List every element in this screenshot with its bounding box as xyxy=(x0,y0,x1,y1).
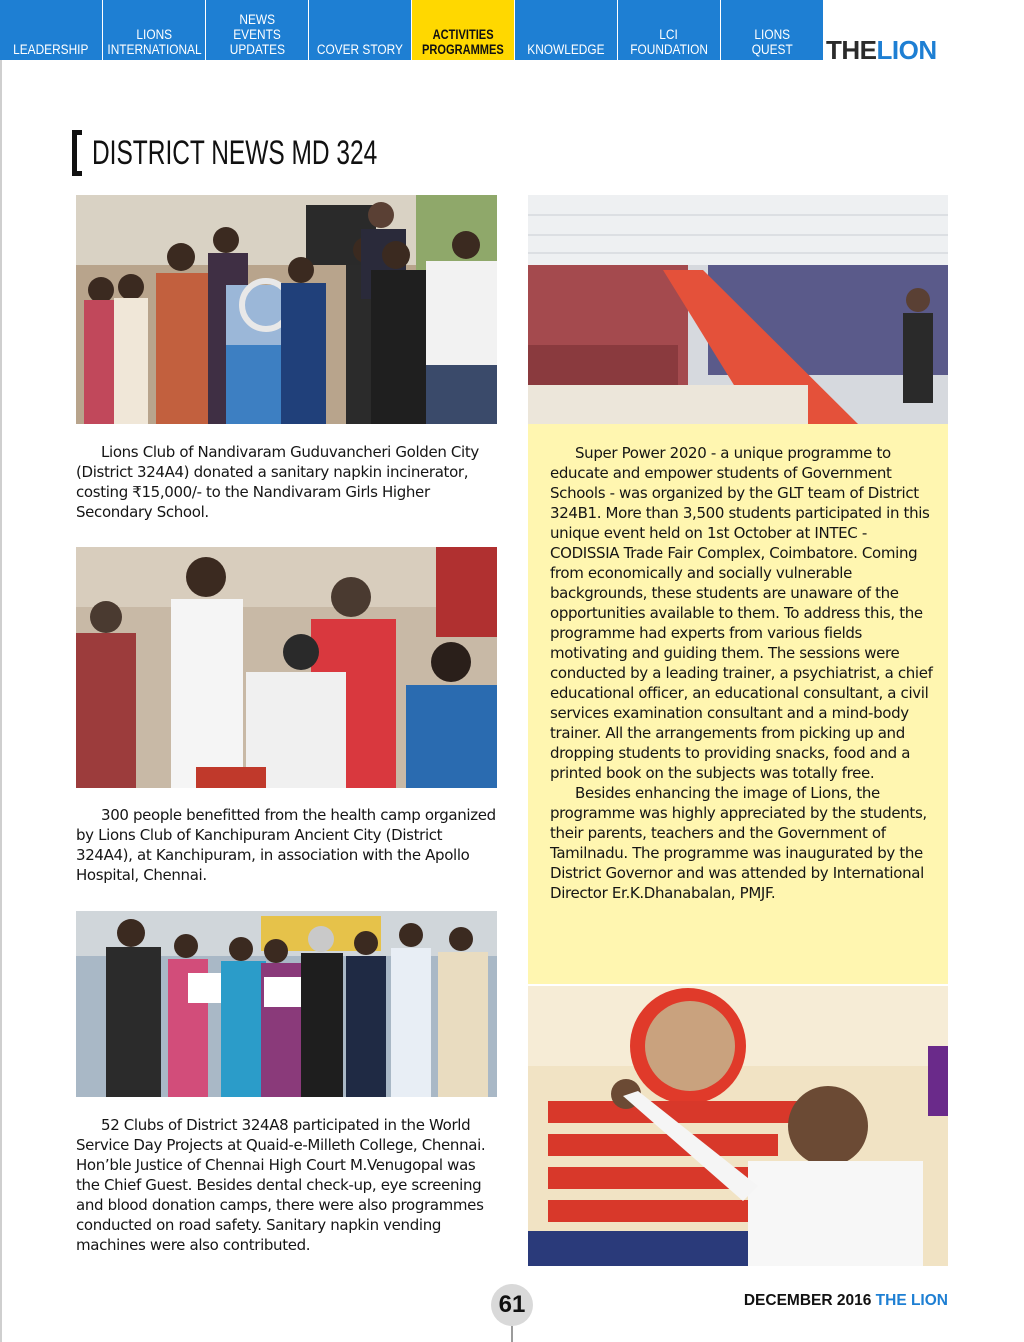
page-number-stem xyxy=(511,1326,513,1342)
article-text: 52 Clubs of District 324A8 participated in the World Service Day Projects at Quaid-e-Milleth College, Chennai. Hon’ble Justice of Chennai High Court M.Venugopal was the Chief Guest. Besides dental check-up, eye screening and blood donation camps, there were also programmes conducted on road safety. Sanitary napkin vending machines were also contributed. xyxy=(76,1116,486,1254)
section-title: DISTRICT NEWS MD 324 xyxy=(92,133,378,172)
section-heading xyxy=(72,130,488,176)
nav-tab-label: UPDATES xyxy=(229,42,285,57)
article-world-service-day xyxy=(76,1115,501,1255)
article-text: 300 people benefitted from the health camp organized by Lions Club of Kanchipuram Ancient City (District 324A4), at Kanchipuram, in association with the Apollo Hospital, Chennai. xyxy=(76,806,496,884)
nav-tab-label: LCI xyxy=(659,27,679,42)
footer-issue xyxy=(744,1292,948,1310)
photo-world-service-day xyxy=(76,911,497,1097)
nav-tab-news-events-updates[interactable] xyxy=(206,0,309,60)
nav-tab-label: INTERNATIONAL xyxy=(106,42,202,57)
magazine-logo[interactable] xyxy=(826,36,937,64)
logo-lion: LION xyxy=(876,35,937,65)
nav-tab-label: LIONS xyxy=(136,27,172,42)
heading-bracket xyxy=(72,130,82,176)
nav-tab-lions-international[interactable] xyxy=(103,0,206,60)
article-health-camp xyxy=(76,805,501,885)
page-number: 61 xyxy=(491,1284,533,1326)
nav-tab-knowledge[interactable] xyxy=(515,0,618,60)
nav-tab-leadership[interactable] xyxy=(0,0,103,60)
nav-tab-lci-foundation[interactable] xyxy=(618,0,721,60)
nav-tab-label: COVER STORY xyxy=(316,42,404,57)
nav-tab-label: QUEST xyxy=(751,42,793,57)
top-navigation xyxy=(0,0,824,60)
article-text: Besides enhancing the image of Lions, the programme was highly appreciated by the students, their parents, teachers and the Government of Tamilnadu. The programme was inaugurated by the District Governor and was attended by International Director Er.K.Dhanabalan, PMJF. xyxy=(550,784,927,902)
photo-health-camp xyxy=(76,547,497,788)
article-text: Lions Club of Nandivaram Guduvancheri Golden City (District 324A4) donated a sanitary napkin incinerator, costing ₹15,000/- to the Nandivaram Girls Higher Secondary School. xyxy=(76,443,479,521)
nav-tab-lions-quest[interactable] xyxy=(721,0,824,60)
nav-tab-label: FOUNDATION xyxy=(630,42,708,57)
article-text: Super Power 2020 - a unique programme to educate and empower students of Government Schools - was organized by the GLT team of District 324B1. More than 3,500 students participated in this unique event held on 1st October at INTEC - CODISSIA Trade Fair Complex, Coimbatore. Coming from economically and socially vulnerable backgrounds, these students are unaware of the opportunities available to them. To address this, the programme had experts from various fields motivating and guiding them. The sessions were conducted by a leading trainer, a psychiatrist, a chief educational officer, an educational consultant, a civil services examination consultant and a mind-body trainer. All the arrangements from picking up and dropping students to providing snacks, food and a printed book on the subjects was totally free. xyxy=(550,444,933,782)
footer-brand: THE LION xyxy=(875,1292,948,1309)
footer-date: DECEMBER 2016 xyxy=(743,1292,872,1309)
logo-the: THE xyxy=(826,35,877,65)
article-incinerator xyxy=(76,442,501,522)
nav-tab-label: LIONS xyxy=(754,27,790,42)
page-edge-rule xyxy=(0,60,2,1342)
photo-speaker-banner xyxy=(528,986,948,1266)
photo-auditorium-crowd xyxy=(528,195,948,424)
nav-tab-activities-programmes[interactable] xyxy=(412,0,515,60)
nav-tab-label: PROGRAMMES xyxy=(422,42,504,57)
article-super-power-2020 xyxy=(550,443,935,903)
nav-tab-cover-story[interactable] xyxy=(309,0,412,60)
nav-tab-label: ACTIVITIES xyxy=(432,27,494,42)
nav-tab-label: NEWS xyxy=(239,12,275,27)
nav-tab-label: KNOWLEDGE xyxy=(527,42,605,57)
photo-incinerator-donation xyxy=(76,195,497,424)
nav-tab-label: EVENTS xyxy=(233,27,281,42)
nav-tab-label: LEADERSHIP xyxy=(13,42,89,57)
